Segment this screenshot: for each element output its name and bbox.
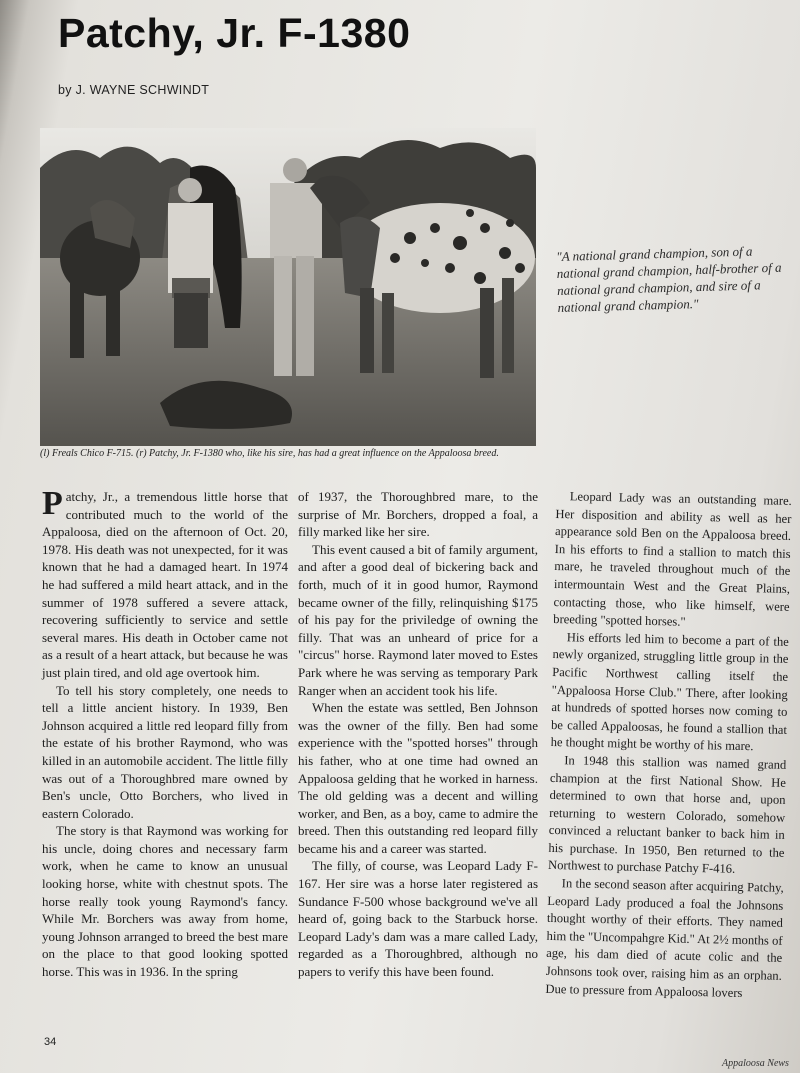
magazine-name: Appaloosa News xyxy=(722,1058,789,1069)
horses-photo-illustration xyxy=(40,128,536,446)
paragraph: Leopard Lady was an outstanding mare. Her disposition and ability as well as her appearance sold Ben on the Appaloosa breed. In his efforts to find a stallion to match this mare, he traveled throughout much of the intermountain West and the Great Plains, contacting those, who like himself, were breeding "spotted horses." xyxy=(553,489,792,629)
paragraph: of 1937, the Thoroughbred mare, to the surprise of Mr. Borchers, dropped a foal, a filly marked like her sire. xyxy=(298,489,538,540)
paragraph: This event caused a bit of family argument, and after a good deal of bickering back and forth, much of it in good humor, Raymond became owner of the filly, relinquishing $175 of his pay for the priviledge of owning the filly. That was an unheard of price for a "circus" horse. Raymond later moved to Estes Park where he was serving as temporary Park Ranger when an accident took his life. xyxy=(298,541,538,698)
pull-quote: "A national grand champion, son of a national grand champion, half-brother of a national grand champion, and sire of a national grand champion." xyxy=(556,243,782,315)
byline xyxy=(58,83,209,97)
byline-prefix: by xyxy=(58,83,72,97)
paragraph: His efforts led him to become a part of the newly organized, struggling little group in the Pacific Northwest calling itself the "Appaloosa Horse Club." There, after looking at hundreds of spotted horses now coming to be called Appaloosas, he found a stallion that he thought might be worthy of his mare. xyxy=(550,630,789,754)
body-column-2 xyxy=(298,488,538,981)
paragraph: When the estate was settled, Ben Johnson was the owner of the filly. Ben had some experience with the "spotted horses" through his father, who at one time had owned an Appaloosa gelding that he worked in harness. The old gelding was a decent and willing worker, and Ben, as a boy, came to admire the breed. Then this outstanding red leopard filly became his and a career was started. xyxy=(298,700,538,856)
article-title: Patchy, Jr. F-1380 xyxy=(58,10,411,56)
article-photo xyxy=(40,128,536,446)
drop-cap: P xyxy=(42,485,63,522)
page-number: 34 xyxy=(44,1036,57,1048)
paragraph: Patchy, Jr., a tremendous little horse that contributed much to the world of the Appaloosa, died on the afternoon of Oct. 20, 1978. His death was not unexpected, for it was known that he had a damaged heart. In 1974 he had suffered a mild heart attack, and in the summer of 1978 suffered a severe attack, recovering sufficiently to service and settle several mares. His death in October came not as a result of a heart attack, but because he was just plain tired, and old age overtook him. xyxy=(42,485,288,680)
body-column-3 xyxy=(545,488,792,1003)
body-column-1 xyxy=(42,485,288,981)
paragraph: The story is that Raymond was working for his uncle, doing chores and necessary farm work, when he came to know an unusual looking horse, white with chestnut spots. The horse really took young Raymond's fancy. While Mr. Borchers was away from home, young Johnson arranged to breed the best mare on the place to that good looking spotted horse. This was in 1936. In the spring xyxy=(42,823,288,980)
paragraph: In the second season after acquiring Patchy, Leopard Lady produced a foal the Johnsons thought worthy of their efforts. They named him the "Uncompahgre Kid." At 2½ months of age, his dam died of acute colic and the Johnsons took over, raising him as an orphan. Due to pressure from Appaloosa lovers xyxy=(545,876,784,1000)
paragraph: In 1948 this stallion was named grand champion at the first National Show. He determined to own that horse and, upon returning to western Colorado, somehow convinced a reluctant banker to back him in his purchase. In 1950, Ben returned to the Northwest to purchase Patchy F-416. xyxy=(547,753,787,877)
paragraph: The filly, of course, was Leopard Lady F-167. Her sire was a horse later registered as Sundance F-500 whose background we've all heard of, going back to the Starbuck horse. Leopard Lady's dam was a mare called Lady, regarded as a Thoroughbred, although no papers to verify this have been found. xyxy=(298,858,538,980)
photo-caption: (l) Freals Chico F-715. (r) Patchy, Jr. F-1380 who, like his sire, has had a great influence on the Appaloosa breed. xyxy=(40,448,499,459)
author-name: J. WAYNE SCHWINDT xyxy=(75,83,210,97)
paragraph: To tell his story completely, one needs to tell a little ancient history. In 1939, Ben Johnson acquired a little red leopard filly from the estate of his brother Raymond, who was killed in an automobile accident. The little filly was out of a Thoroughbred mare owned by Ben's uncle, Otto Borchers, who lived in eastern Colorado. xyxy=(42,682,288,821)
